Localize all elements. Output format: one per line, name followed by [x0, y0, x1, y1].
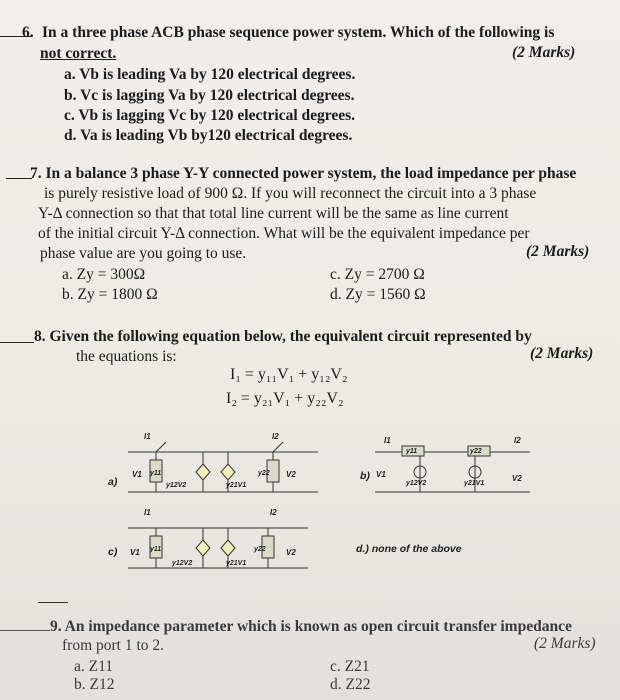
q7-prompt-line2: is purely resistive load of 900 Ω. If you will reconnect the circuit into a 3 phase	[44, 185, 537, 202]
q6-option-b: b. Vc is lagging Va by 120 electrical degrees.	[64, 87, 355, 104]
q9-marks: (2 Marks)	[534, 635, 596, 652]
q7-option-a: a. Zy = 300Ω	[62, 266, 146, 283]
option-a-i2: I2	[272, 432, 279, 441]
q9-margin-line	[0, 630, 50, 631]
option-b-y21v1: y21V1	[464, 480, 485, 487]
option-c-y21v1: y21V1	[226, 560, 247, 567]
option-d-none-of-the-above: d.) none of the above	[356, 543, 462, 555]
section-separator	[38, 602, 68, 603]
q9-option-a: a. Z11	[74, 658, 114, 675]
circuit-option-c	[108, 508, 328, 578]
option-b-i1: I1	[384, 436, 391, 445]
option-c-y12v2: y12V2	[172, 560, 193, 567]
q6-prompt-line1-text: In a three phase ACB phase sequence power system. Which of the following is	[42, 24, 555, 41]
option-b-v2: V2	[512, 474, 522, 483]
q8-equation-1: I₁ = y₁₁V₁ + y₁₂V₂	[230, 366, 348, 383]
circuit-option-a	[108, 432, 338, 502]
q6-option-c: c. Vb is lagging Vc by 120 electrical degrees.	[64, 107, 356, 124]
q8-marks: (2 Marks)	[530, 345, 594, 362]
option-b-y12v2: y12V2	[406, 480, 427, 487]
option-b-v1: V1	[376, 470, 386, 479]
option-a-y21v1: y21V1	[226, 482, 247, 489]
q8-prompt-line2: the equations is:	[76, 348, 177, 365]
option-c-i2: I2	[270, 508, 277, 517]
option-c-v1: V1	[130, 548, 140, 557]
q7-option-b: b. Zy = 1800 Ω	[62, 286, 158, 303]
option-b-y11: y11	[406, 448, 418, 455]
option-c-y22: y22	[254, 546, 266, 553]
option-c-label: c)	[108, 546, 118, 558]
option-a-v2: V2	[286, 470, 296, 479]
option-a-i1: I1	[144, 432, 151, 441]
option-c-i1: I1	[144, 508, 151, 517]
q9-prompt-line1: 9. An impedance parameter which is known as open circuit transfer impedance	[50, 618, 572, 635]
option-c-y11: y11	[150, 546, 162, 553]
q7-prompt-line3: Y-Δ connection so that that total line current will be the same as line current	[38, 205, 509, 222]
q8-margin-line	[0, 342, 34, 343]
option-a-y12v2: y12V2	[166, 482, 187, 489]
q6-marks: (2 Marks)	[512, 44, 576, 61]
q7-margin-line	[6, 178, 32, 179]
q8-equation-2: I₂ = y₂₁V₁ + y₂₂V₂	[226, 390, 344, 407]
q9-option-c: c. Z21	[330, 658, 370, 675]
option-a-y22: y22	[258, 470, 270, 477]
q7-prompt-line5: phase value are you going to use.	[40, 245, 247, 262]
q8-prompt-line1: 8. Given the following equation below, the equivalent circuit represented by	[34, 328, 532, 345]
option-a-v1: V1	[132, 470, 142, 479]
q9-option-d: d. Z22	[330, 676, 371, 693]
option-a-y11: y11	[150, 470, 162, 477]
q7-marks: (2 Marks)	[526, 243, 590, 260]
option-a-label: a)	[108, 476, 118, 488]
q6-prompt-line2: not correct.	[40, 45, 117, 62]
q7-option-d: d. Zy = 1560 Ω	[330, 286, 426, 303]
q6-prompt-line1: 6.	[22, 24, 34, 41]
q6-option-d: d. Va is leading Vb by120 electrical degrees.	[64, 127, 353, 144]
q7-prompt-line4: of the initial circuit Y-Δ connection. What will be the equivalent impedance per	[38, 225, 530, 242]
option-c-v2: V2	[286, 548, 296, 557]
option-b-y22: y22	[470, 448, 482, 455]
q9-option-b: b. Z12	[74, 676, 115, 693]
q7-option-c: c. Zy = 2700 Ω	[330, 266, 425, 283]
option-b-i2: I2	[514, 436, 521, 445]
q6-option-a: a. Vb is leading Va by 120 electrical degrees.	[64, 66, 356, 83]
q9-prompt-line2: from port 1 to 2.	[62, 637, 165, 654]
q7-prompt-line1: 7. In a balance 3 phase Y-Y connected power system, the load impedance per phase	[30, 165, 577, 182]
option-b-label: b)	[360, 470, 370, 482]
